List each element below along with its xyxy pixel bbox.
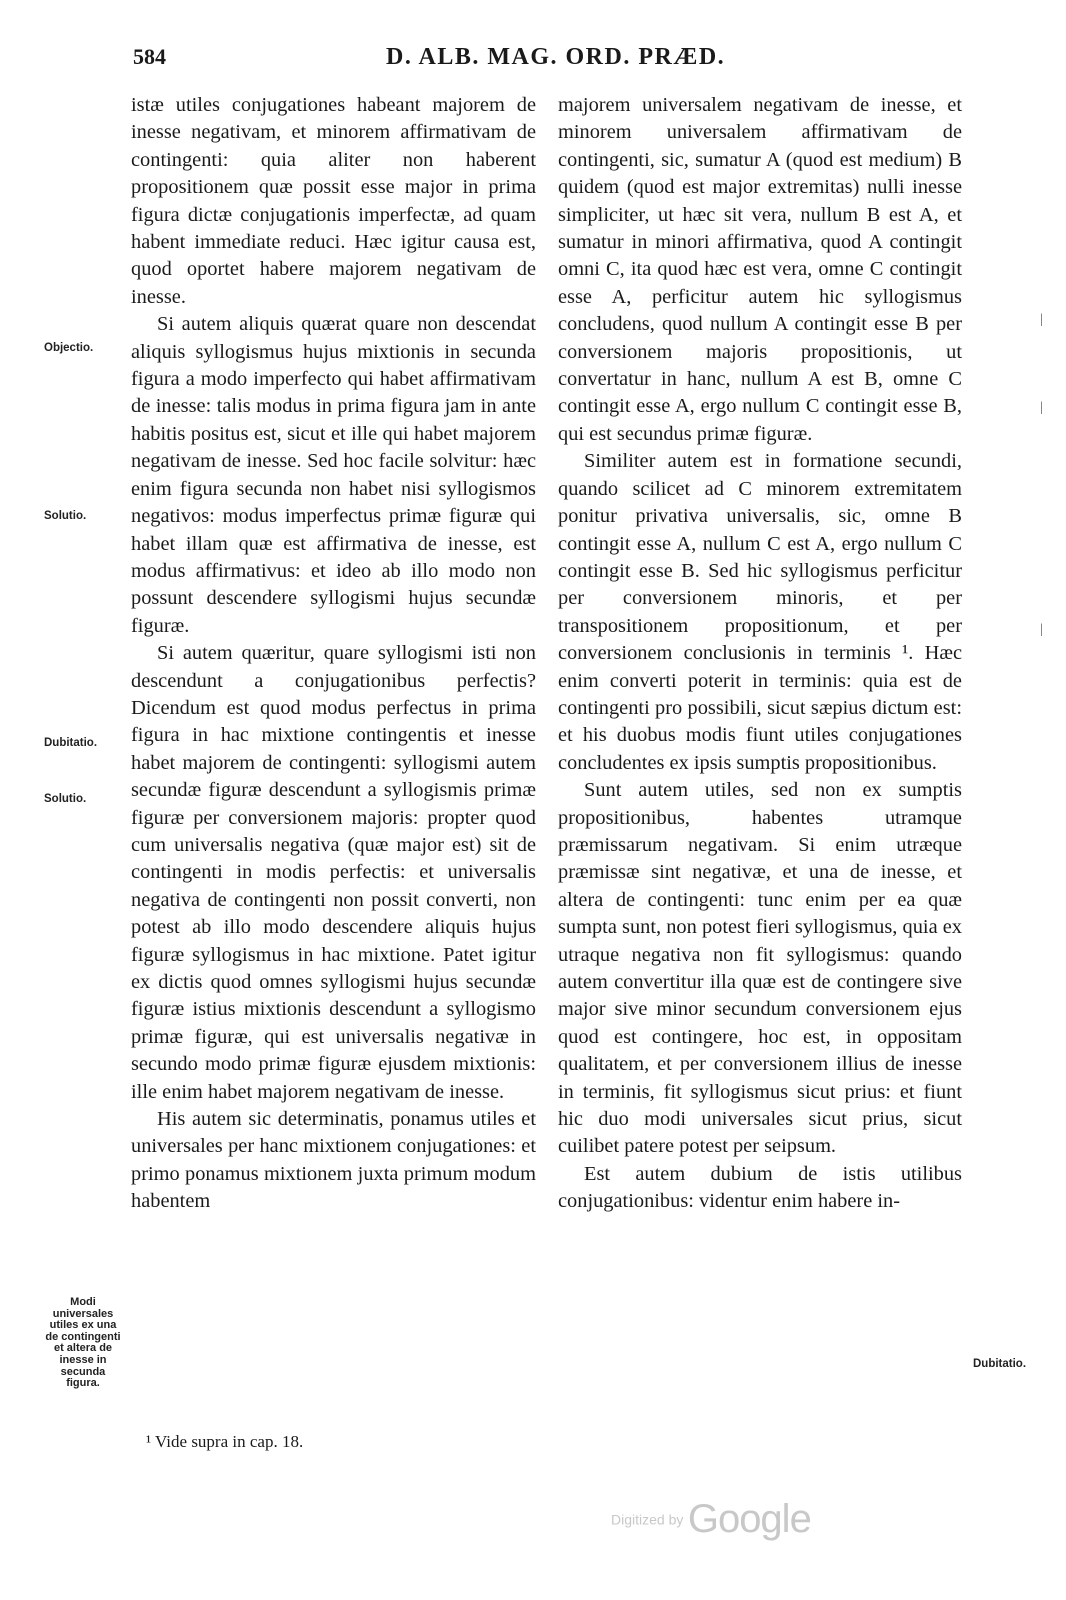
margin-note-solutio: Solutio. <box>44 510 87 522</box>
paragraph: Si autem quæritur, quare syllogismi isti non descendunt a conjugationibus perfectis? Dicendum est quod modus perfectus in prima figura in hac mixtione contingentis et inesse habet majorem de contingenti: syllogismi autem secundæ figuræ descendunt a syllogismis primæ figuræ per conversionem majoris: propter quod cum universalis negativa (quæ major est) sit de contingenti in modis perfectis: et universalis negativa de contingenti non possit converti, non potest ab illo modo descendere aliquis hujus figuræ syllogismus in hac mixtione. Patet igitur ex dictis quod omnes syllogismi hujus secundæ figuræ istius mixtionis descendunt a syllogismo primæ figuræ, qui est universalis negativæ in secundo modo primæ figuræ ejusdem mixtionis: ille enim habet majorem negativam de inesse. <box>131 642 536 1103</box>
margin-note-objectio: Objectio. <box>44 342 94 354</box>
paragraph: majorem universalem negativam de inesse, et minorem universalem affirmativam de contingenti, sic, sumatur A (quod est medium) B quidem (quod est major extremitas) nulli inesse simpliciter, ut hæc sit vera, nullum B est A, et sumatur in minori affirmativa, quod A contingit omni C, ita quod hæc est vera, omne C contingit esse A, perficitur autem hic syllogismus concludens, quod nullum A contingit esse B per conversionem majoris propositionis, ut convertatur in hanc, nullum A est B, omne C contingit esse A, ergo nullum C contingit esse B, qui est secundus primæ figuræ. <box>558 94 962 445</box>
page-number: 584 <box>133 44 166 69</box>
margin-note-dubitatio-right: Dubitatio. <box>973 1358 1027 1370</box>
paragraph: Est autem dubium de istis utilibus conjugationibus: videntur enim habere in- <box>558 1162 962 1213</box>
stray-mark: | <box>1040 312 1043 327</box>
right-column <box>558 92 962 1216</box>
stray-mark: | <box>1040 400 1043 415</box>
paragraph: istæ utiles conjugationes habeant majorem de inesse negativam, et minorem affirmativam de contingenti: quia aliter non haberent propositionem quæ possit esse major in prima figura dictæ conjugationis imperfectæ, ad quam habent immediate reduci. Hæc igitur causa est, quod oportet habere majorem negativam de inesse. <box>131 94 536 308</box>
stray-mark: | <box>1040 622 1043 637</box>
margin-note-modi: Modi universales utiles ex una de contingenti et altera de inesse in secunda figura. <box>45 1296 121 1390</box>
paragraph: His autem sic determinatis, ponamus utiles et universales per hanc mixtionem conjugationes: et primo ponamus mixtionem juxta primum modum habentem <box>131 1108 536 1213</box>
paragraph: Sunt autem utiles, sed non ex sumptis propositionibus, habentes utramque præmissarum negativam. Si enim utræque præmissæ sint negativæ, et una de inesse, et altera de contingenti: tunc enim per ea quæ sumpta sunt, non potest fieri syllogismus, quia ex utraque negativa non fit syllogismus: quando autem convertitur illa quæ est de contingere sive major sive minor secundum conversionem ejus quod est contingere, hoc est, in oppositam qualitatem, et per conversionem illius de inesse in terminis, fit syllogismus sicut prius: et fiunt hic duo modi universales sicut prius, sicut cuilibet patere potest per seipsum. <box>558 779 962 1158</box>
running-title: D. ALB. MAG. ORD. PRÆD. <box>386 44 726 70</box>
paragraph: Similiter autem est in formatione secundi, quando scilicet ad C minorem extremitatem ponitur privativa universalis, sic, omne B contingit esse A, nullum C est A, ergo nullum C contingit esse B. Sed hic syllogismus perficitur per conversionem minoris, et per transpositionem propositionum, et per conversionem conclusionis in terminis ¹. Hæc enim converti poterit in terminis: quia est de contingenti pro possibili, sicut sæpius dictum est: et his duobus modis fiunt utiles conjugationes concludentes ex ipsis sumptis propositionibus. <box>558 450 962 774</box>
margin-note-solutio-2: Solutio. <box>44 793 87 805</box>
watermark-brand: Google <box>687 1497 811 1541</box>
footnote: ¹ Vide supra in cap. 18. <box>146 1432 304 1451</box>
margin-note-dubitatio: Dubitatio. <box>44 737 98 749</box>
watermark-prefix: Digitized by <box>611 1511 684 1528</box>
left-column <box>131 92 536 1216</box>
digitization-watermark <box>611 1497 811 1542</box>
paragraph: Si autem aliquis quærat quare non descendat aliquis syllogismus hujus mixtionis in secunda figura a modo imperfecto qui habet affirmativam de inesse: talis modus in prima figura jam in ante habitis positus est, sicut et ille qui habet majorem negativam de inesse. Sed hoc facile solvitur: hæc enim figura secunda non habet nisi syllogismos negativos: modus imperfectus primæ figuræ qui habet illam quæ est affirmativa de inesse, est modus affirmativus: et ideo ab illo modo non possunt descendere syllogismi hujus secundæ figuræ. <box>131 313 536 637</box>
